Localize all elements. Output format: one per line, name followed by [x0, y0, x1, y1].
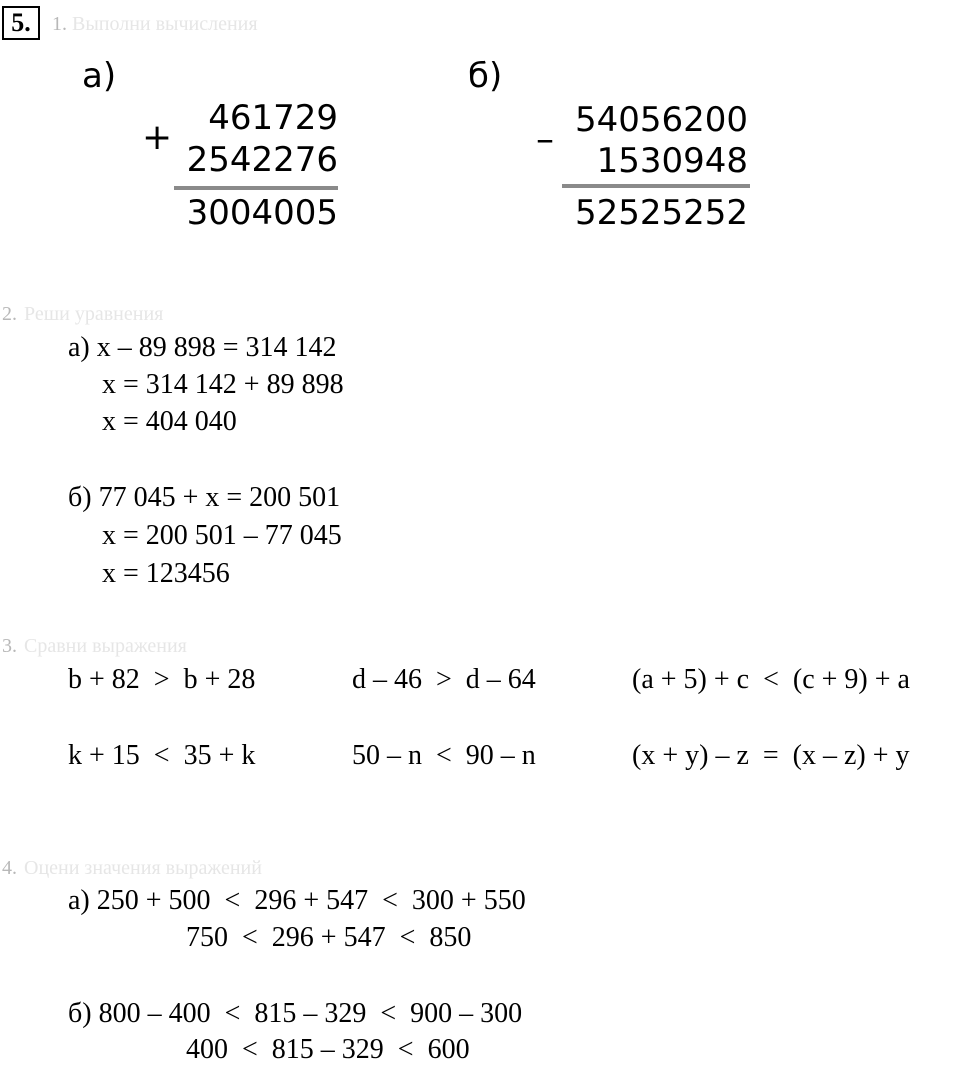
equation-b-line-1: б) 77 045 + x = 200 501 [68, 482, 341, 513]
section-1-number: 1. [52, 13, 67, 35]
subtraction-top-number: 54056200 [574, 100, 748, 140]
section-3-title: Сравни выражения [24, 635, 187, 657]
equation-b-line-3: x = 123456 [102, 558, 230, 589]
comparison-5: 50 – n < 90 – n [352, 740, 536, 771]
comparison-2: d – 46 > d – 64 [352, 664, 536, 695]
section-4-number: 4. [2, 857, 17, 879]
addition-operator: + [142, 117, 173, 158]
subtraction-operator: – [536, 119, 554, 160]
comparison-4: k + 15 < 35 + k [68, 740, 256, 771]
section-2-title: Реши уравнения [24, 303, 164, 325]
addition-result: 3004005 [186, 193, 338, 233]
equation-a-line-1: а) x – 89 898 = 314 142 [68, 332, 337, 363]
comparison-3: (a + 5) + c < (c + 9) + a [632, 664, 910, 695]
column-b-label: б) [468, 56, 503, 96]
equation-a-line-3: x = 404 040 [102, 406, 237, 437]
section-2-number: 2. [2, 303, 17, 325]
estimate-a-line-2: 750 < 296 + 547 < 850 [186, 922, 472, 953]
task-number-badge: 5. [2, 6, 40, 40]
subtraction-result: 52525252 [574, 193, 748, 233]
equation-a-line-2: x = 314 142 + 89 898 [102, 369, 344, 400]
addition-bottom-number: 2542276 [186, 140, 338, 180]
addition-result-line [174, 186, 338, 190]
subtraction-result-line [562, 184, 750, 188]
estimate-a-line-1: а) 250 + 500 < 296 + 547 < 300 + 550 [68, 885, 526, 916]
comparison-1: b + 82 > b + 28 [68, 664, 256, 695]
column-a-label: а) [82, 56, 117, 96]
subtraction-bottom-number: 1530948 [596, 141, 748, 181]
estimate-b-line-1: б) 800 – 400 < 815 – 329 < 900 – 300 [68, 998, 523, 1029]
section-3-number: 3. [2, 635, 17, 657]
addition-top-number: 461729 [208, 98, 338, 138]
section-1-title: Выполни вычисления [72, 13, 258, 35]
estimate-b-line-2: 400 < 815 – 329 < 600 [186, 1034, 470, 1065]
equation-b-line-2: x = 200 501 – 77 045 [102, 520, 342, 551]
comparison-6: (x + y) – z = (x – z) + y [632, 740, 910, 771]
section-4-title: Оцени значения выражений [24, 857, 262, 879]
